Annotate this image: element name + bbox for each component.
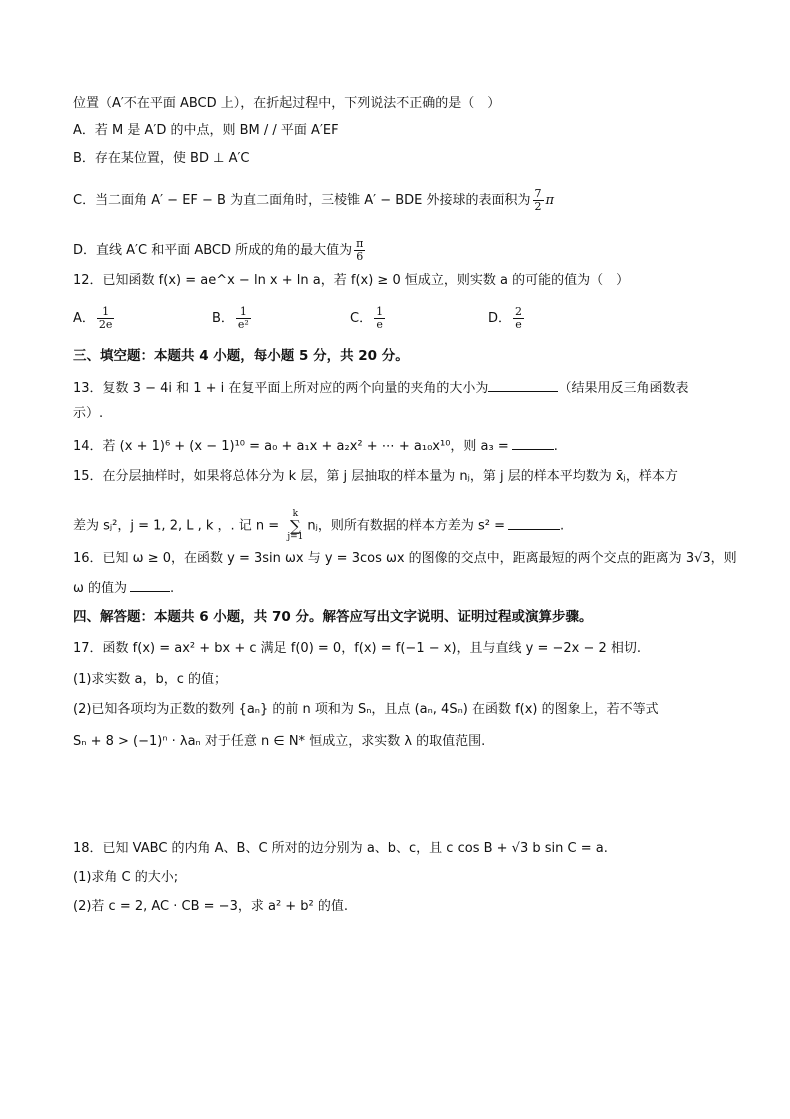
option-c-text: C．当二面角 A′ − EF − B 为直二面角时，三棱锥 A′ − BDE 外接球的表面积为 <box>73 193 531 208</box>
summation-symbol: k ∑ j=1 <box>287 509 304 542</box>
problem-17-part2-line1: (2)已知各项均为正数的数列 {aₙ} 的前 n 项和为 Sₙ，且点 (aₙ, 4Sₙ) 在函数 f(x) 的图象上，若不等式 <box>73 702 659 717</box>
problem-15-line2: 差为 sⱼ²，j = 1, 2, L , k ，. 记 n = k ∑ j=1 nⱼ，则所有数据的样本方差为 s² = . <box>73 509 565 542</box>
option-d-text: D．直线 A′C 和平面 ABCD 所成的角的最大值为 <box>73 243 353 258</box>
problem-13-line2: 示）. <box>73 406 104 421</box>
problem-18-part2: (2)若 c = 2, AC · CB = −3，求 a² + b² 的值. <box>73 899 349 914</box>
problem-18-part1: (1)求角 C 的大小; <box>73 870 179 885</box>
answer-blank-14[interactable] <box>512 436 554 450</box>
problem-17-part1: (1)求实数 a，b，c 的值； <box>73 672 228 687</box>
problem-12: 12．已知函数 f(x) = ae^x − ln x + ln a，若 f(x) ≥ 0 恒成立，则实数 a 的可能的值为（ ） <box>73 273 630 288</box>
problem-17-part2-line2: Sₙ + 8 > (−1)ⁿ · λaₙ 对于任意 n ∈ N* 恒成立，求实数 λ 的取值范围. <box>73 734 486 749</box>
q12-option-c: C． $\frac{1}{e}$ <box>350 305 384 331</box>
option-c <box>73 188 554 213</box>
problem-14: 14．若 (x + 1)⁶ + (x − 1)¹⁰ = a₀ + a₁x + a₂x² + ⋯ + a₁₀x¹⁰，则 a₃ = . <box>73 436 558 456</box>
answer-blank-13[interactable] <box>488 378 558 392</box>
problem-13-line1: 13．复数 3 − 4i 和 1 + i 在复平面上所对应的两个向量的夹角的大小为 （结果用反三角函数表 <box>73 378 688 398</box>
section-3-heading: 三、填空题：本题共 4 小题，每小题 5 分，共 20 分。 <box>73 348 409 364</box>
q12-option-d: D． $\frac{2}{e}$ <box>488 305 523 331</box>
option-a: A．若 M 是 A′D 的中点，则 BM / / 平面 A′EF <box>73 123 339 138</box>
answer-blank-16[interactable] <box>130 578 170 592</box>
option-d <box>73 238 367 263</box>
pi-symbol: π <box>545 193 555 208</box>
answer-blank-15[interactable] <box>508 516 560 530</box>
q12-option-b: B． $\frac{1}{\text{e²}}$ <box>212 305 249 331</box>
section-4-heading: 四、解答题：本题共 6 小题，共 70 分。解答应写出文字说明、证明过程或演算步骤。 <box>73 609 593 625</box>
problem-18-stem: 18．已知 VABC 的内角 A、B、C 所对的边分别为 a、b、c，且 c cos B + √3 b sin C = a. <box>73 841 608 856</box>
problem-16-line1: 16．已知 ω ≥ 0，在函数 y = 3sin ωx 与 y = 3cos ωx 的图像的交点中，距离最短的两个交点的距离为 3√3，则 <box>73 551 737 566</box>
option-b: B．存在某位置，使 BD ⊥ A′C <box>73 151 250 166</box>
problem-17-stem: 17．函数 f(x) = ax² + bx + c 满足 f(0) = 0，f(x) = f(−1 − x)，且与直线 y = −2x − 2 相切. <box>73 641 642 656</box>
q12-option-a: A． $\frac{1}{2e}$ <box>73 305 113 331</box>
option-d-fraction: $\frac{\pi}{6}$ <box>356 237 364 263</box>
problem-15-line1: 15．在分层抽样时，如果将总体分为 k 层，第 j 层抽取的样本量为 nⱼ，第 j 层的样本平均数为 x̄ⱼ，样本方 <box>73 469 678 484</box>
problem-11-continuation: 位置（A′不在平面 ABCD 上），在折起过程中，下列说法不正确的是（ ） <box>73 96 501 111</box>
option-c-fraction: $\frac{7}{2}$ <box>534 187 542 213</box>
problem-16-line2: ω 的值为 . <box>73 578 174 598</box>
